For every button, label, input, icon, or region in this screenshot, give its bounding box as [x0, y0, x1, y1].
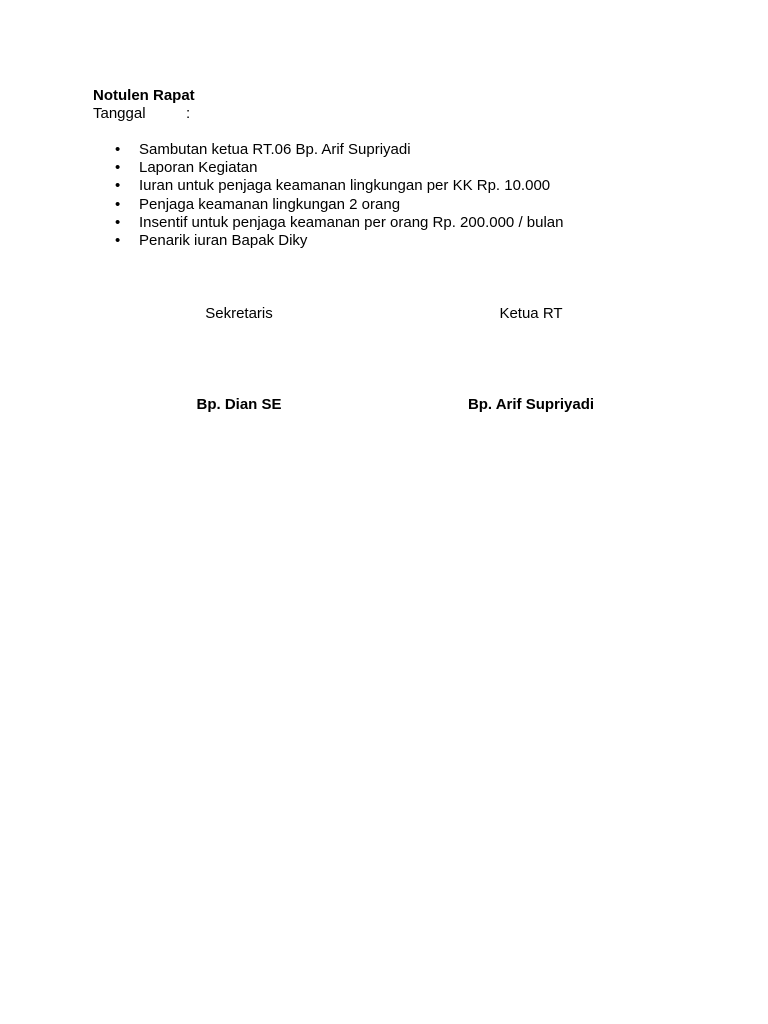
signature-name-chairman: Bp. Arif Supriyadi	[467, 396, 595, 413]
agenda-item	[93, 159, 563, 177]
signature-name-secretary: Bp. Dian SE	[196, 396, 282, 413]
bullet-icon: •	[115, 177, 121, 195]
bullet-icon: •	[115, 195, 121, 213]
agenda-item-text: Iuran untuk penjaga keamanan lingkungan per KK Rp. 10.000	[139, 177, 551, 195]
agenda-item-text: Sambutan ketua RT.06 Bp. Arif Supriyadi	[139, 141, 411, 158]
signature-role-secretary: Sekretaris	[205, 305, 273, 322]
bullet-icon: •	[115, 213, 121, 231]
signature-role-chairman: Ketua RT	[499, 305, 563, 322]
date-line	[93, 105, 190, 123]
date-separator: :	[186, 105, 191, 122]
agenda-item	[93, 141, 563, 159]
bullet-icon: •	[115, 159, 121, 177]
bullet-icon: •	[115, 231, 121, 249]
agenda-item-text: Penarik iuran Bapak Diky	[139, 231, 308, 249]
agenda-item	[93, 232, 563, 250]
bullet-icon: •	[115, 141, 121, 158]
agenda-item-text: Laporan Kegiatan	[139, 159, 258, 177]
agenda-list	[93, 141, 563, 250]
agenda-item-text: Penjaga keamanan lingkungan 2 orang	[139, 195, 401, 213]
date-label: Tanggal	[93, 105, 146, 122]
agenda-item	[93, 177, 563, 195]
document-title: Notulen Rapat	[93, 87, 195, 104]
agenda-item-text: Insentif untuk penjaga keamanan per orang Rp. 200.000 / bulan	[139, 213, 564, 231]
agenda-item	[93, 196, 563, 214]
agenda-item	[93, 214, 563, 232]
